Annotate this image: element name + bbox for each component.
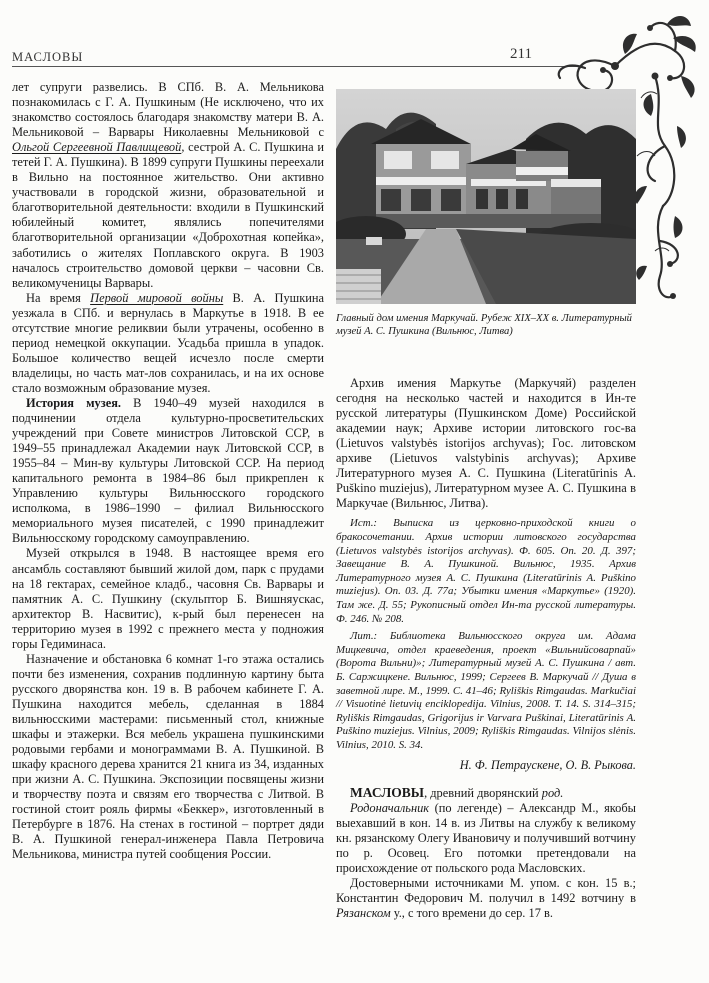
literature-note: Лит.: Библиотека Вильнюсского округа им. Адама Мицкевича, отдел краеведения, проект «Вильнийсоварпай» (Ворота Вильни)»; Литературный музей А. С. Пушкина / авт. Б. Саржицкене. Вильнюс, 1999; Сергеев В. Маркучай // Душа в заветной лире. М., 1999. С. 41–46; Ryliškis Rimgaudas. Markučiai // Visuotinė lietuvių enciklopedija. Vilnius, 2008. T. 14. S. 314–315; Ryliškis Rimgaudas, Grigorijus ir Varvara Puškinai, Literatūrinis A. Puškino muziejus. Vilnius, 2009; Ryliškis Rimgaudas. Vilnijos slėnis. Vilnius, 2010. S. 34. [336, 630, 636, 751]
page-number: 211 [510, 46, 532, 62]
paragraph: лет супруги развелись. В СПб. В. А. Мельникова познакомилась с Г. А. Пушкиным (Не исключено, что их знакомство состоялось благодаря знакомству матери В. А. Мельниковой – Варвары Николаевны Мельниковой с Ольгой Сергеевной Павлищевой, сестрой А. С. Пушкина и тетей Г. А. Пушкина). В 1899 супруги Пушкины переехали в Вильно на постоянное жительство. Они активно участвовали в городской жизни, образовательной и благотворительной деятельности: входили в Пушкинский юбилейный комитет, являлись попечителями благотворительной организации «Доброхотная копейка», заботились о жителях Поплавского округа. В 1903 началось строительство домовой церкви – часовни Св. великомученицы Варвары. [12, 80, 324, 290]
entry-heading: МАСЛОВЫ, древний дворянский род. [350, 784, 564, 800]
header-rule [12, 66, 582, 67]
left-text-column [12, 80, 324, 862]
paragraph: История музея. В 1940–49 музей находился в подчинении отдела культурно-просветительских учреждений при Совете министров Литовской ССР, в 1949–55 принадлежал Академии наук Литовской ССР, в 1955–84 – Мин-ву культуры Литовской ССР. На период капитального ремонта в 1984–86 был прикреплен к Управлению культуры Вильнюсского городского исполкома, в 1986–1990 – филиал Вильнюсского мемориального музея писателей, с 1990 принадлежит Вильнюсскому городскому самоуправлению. [12, 395, 324, 546]
article-authors: Н. Ф. Петраускене, О. В. Рыкова. [459, 757, 636, 772]
paragraph: Родоначальник (по легенде) – Александр М., якобы выехавший в кон. 14 в. из Литвы на службу к великому кн. рязанскому Олегу Ивановичу и получивший вотчину по р. Осовец. Его потомки претендовали на происхождение от польского рода Масловских. [336, 800, 637, 875]
photo-caption: Главный дом имения Маркучай. Рубеж XIX–XX в. Литературный музей А. С. Пушкина (Вильнюс, Литва) [336, 313, 632, 337]
paragraph: Архив имения Маркутье (Маркучяй) разделен сегодня на несколько частей и находится в Ин-те русской литературы (Пушкинском Доме) Российской академии наук; Архиве истории литовского гос-ва (Lietuvos valstybės istorijos archyvas); Гос. литовском архиве (Lietuvos valstybinis archyvas); Архиве Литературного музея А. С. Пушкина (Literatūrinis A. Puškino muziejus), Литературном музее А. С. Пушкина в Маркучае (Вильнюс, Литва). [336, 376, 636, 511]
sources-note: Ист.: Выписка из церковно-приходской книги о бракосочетании. Архив истории литовского государства (Lietuvos valstybės istorijos archyvas). Ф. 605. Оп. 20. Д. 397; Завещание В. А. Пушкиной. Вильнюс, 1935. Архив Литературного музея А. С. Пушкина (Literatūrinis A. Puškino muziejus). Оп. 03. Д. 77а; Убытки имения «Маркутье» (1920). Там же. Д. 55; Рукописный отдел Ин-та русской литературы. Ф. 246. № 208. [336, 517, 636, 625]
right-text-column [336, 376, 636, 921]
running-header-section: МАСЛОВЫ [12, 50, 84, 64]
paragraph: Достоверными источниками М. упом. с кон. 15 в.; Константин Федорович М. получил в 1492 вотчину в Рязанском у., с того времени до сер. 17 в. [336, 875, 636, 920]
paragraph: Назначение и обстановка 6 комнат 1-го этажа остались почти без изменения, сохранив подлинную картину быта русского дворянства кон. 19 в. В рабочем кабинете Г. А. Пушкина находится мебель, сделанная в 1884 вильнюсскими мастерами: письменный стол, книжные шкафы и этажерки. Вся мебель украшена пушкинскими родовыми гербами и монограммами В. А. Пушкиной. В шкафу красного дерева хранится 21 книга из 34, изданных при жизни А. С. Пушкина. Экспозиции посвящены жизни и творчеству поэта и связям его творчества с Литвой. В гостиной стоит рояль фирмы «Беккер», изготовленный в Петербурге в 1876. На стенах в гостиной – портрет дяди В. А. Пушкиной генерал-инженера Павла Петровича Мельникова, министра путей сообщения России. [12, 651, 324, 862]
paragraph: Музей открылся в 1948. В настоящее время его ансамбль составляют бывший жилой дом, парк с прудами на 18 гектарах, семейное кладб., часовня Св. Варвары и памятник А. С. Пушкину (скульптор Б. Вишняускас, архитектор В. Насвитис), к-рый был перенесен на территорию музея в 1992 с прежнего места у подножия горы Гедиминаса. [12, 546, 324, 651]
paragraph: На время Первой мировой войны В. А. Пушкина уезжала в СПб. и вернулась в Маркутье в 1918. В ее отсутствие многие реликвии были утрачены, особенно в период немецкой оккупации. Усадьба пришла в упадок. Большое количество вещей исчезло после смерти владелицы, но часть мат-лов сохранилась, и на их основе стало возможным образование музея. [12, 290, 325, 395]
manor-house-photo [336, 89, 636, 304]
